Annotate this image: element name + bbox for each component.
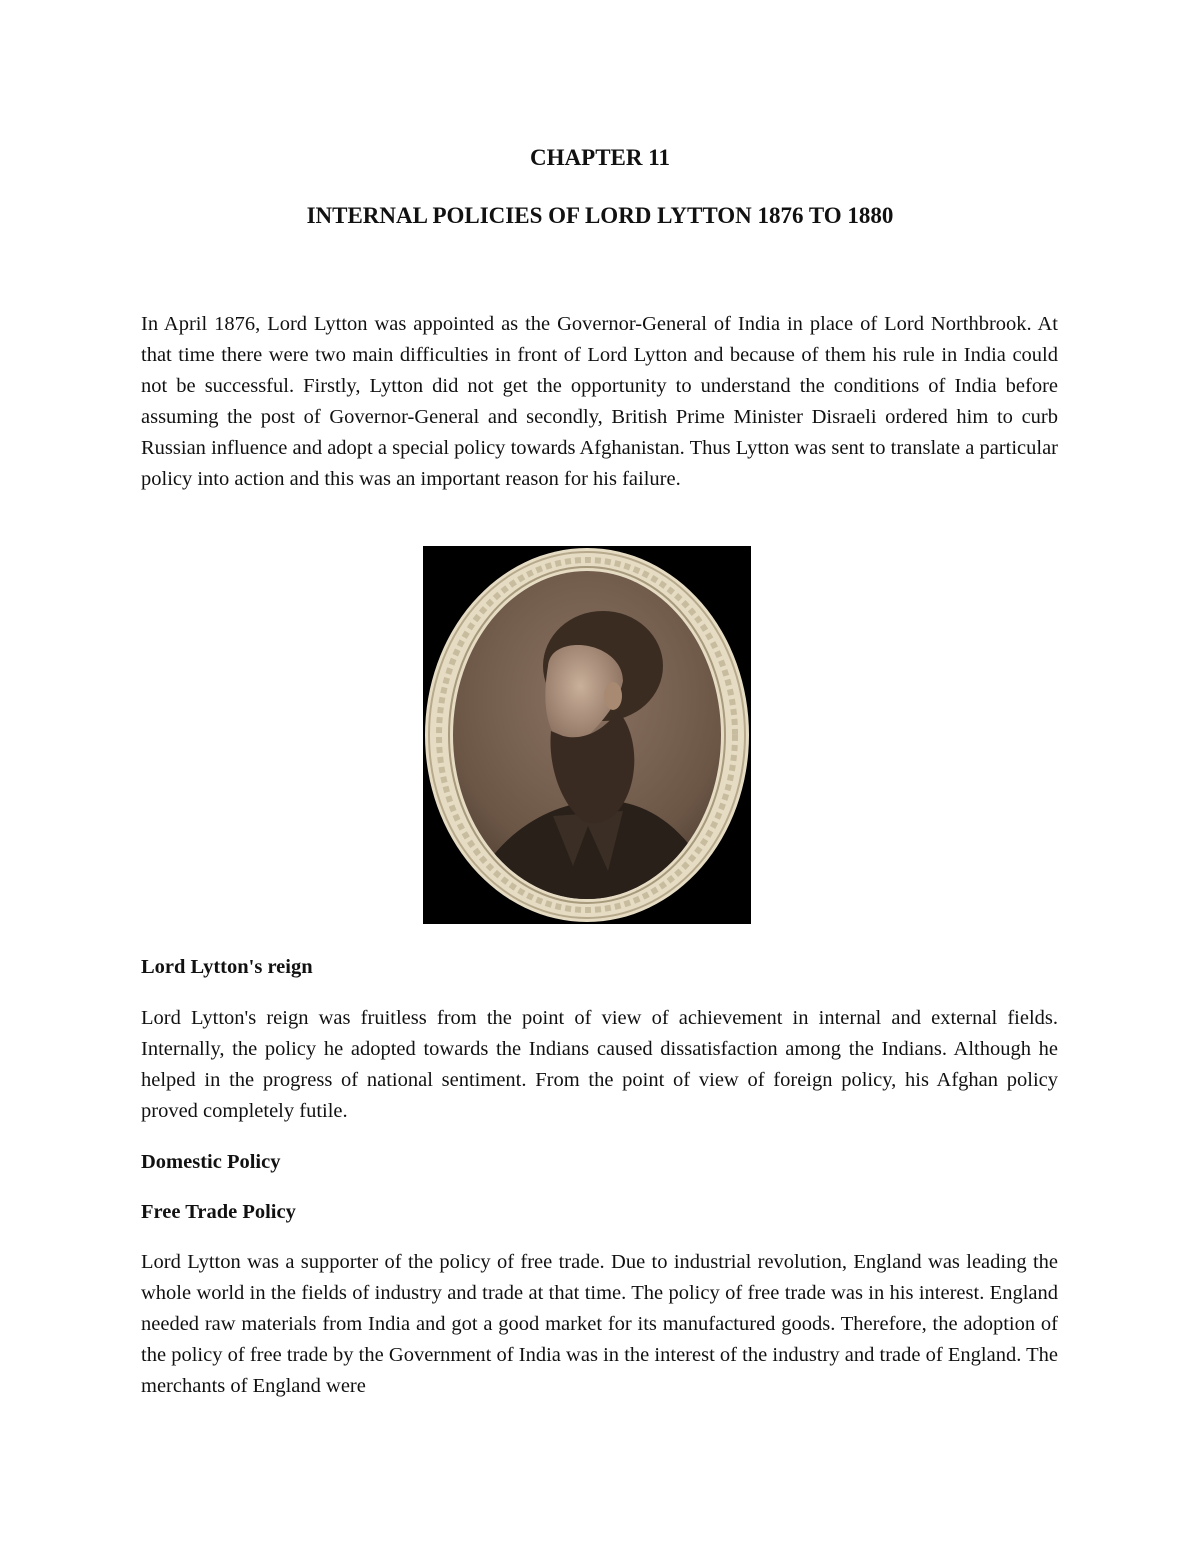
intro-paragraph: In April 1876, Lord Lytton was appointed as the Governor-General of India in place of Lord Northbrook. At that time there were two main difficulties in front of Lord Lytton and because of them his rule in India could not be successful. Firstly, Lytton did not get the opportunity to understand the conditions of India before assuming the post of Governor-General and secondly, British Prime Minister Disraeli ordered him to curb Russian influence and adopt a special policy towards Afghanistan. Thus Lytton was sent to translate a particular policy into action and this was an important reason for his failure.: [141, 313, 1058, 490]
reign-heading: Lord Lytton's reign: [141, 956, 313, 978]
reign-paragraph: Lord Lytton's reign was fruitless from the point of view of achievement in internal and external fields. Internally, the policy he adopted towards the Indians caused dissatisfaction among the Indians. Although he helped in the progress of national sentiment. From the point of view of foreign policy, his Afghan policy proved completely futile.: [141, 1007, 1058, 1122]
domestic-policy-heading: Domestic Policy: [141, 1151, 281, 1173]
chapter-number: CHAPTER 11: [530, 145, 670, 170]
chapter-title: INTERNAL POLICIES OF LORD LYTTON 1876 TO 1880: [306, 203, 894, 228]
lord-lytton-portrait: [423, 546, 751, 924]
free-trade-heading: Free Trade Policy: [141, 1201, 296, 1223]
free-trade-paragraph: Lord Lytton was a supporter of the policy of free trade. Due to industrial revolution, England was leading the whole world in the fields of industry and trade at that time. The policy of free trade was in his interest. England needed raw materials from India and got a good market for its manufactured goods. Therefore, the adoption of the policy of free trade by the Government of India was in the interest of the industry and trade of England. The merchants of England were: [141, 1251, 1058, 1397]
